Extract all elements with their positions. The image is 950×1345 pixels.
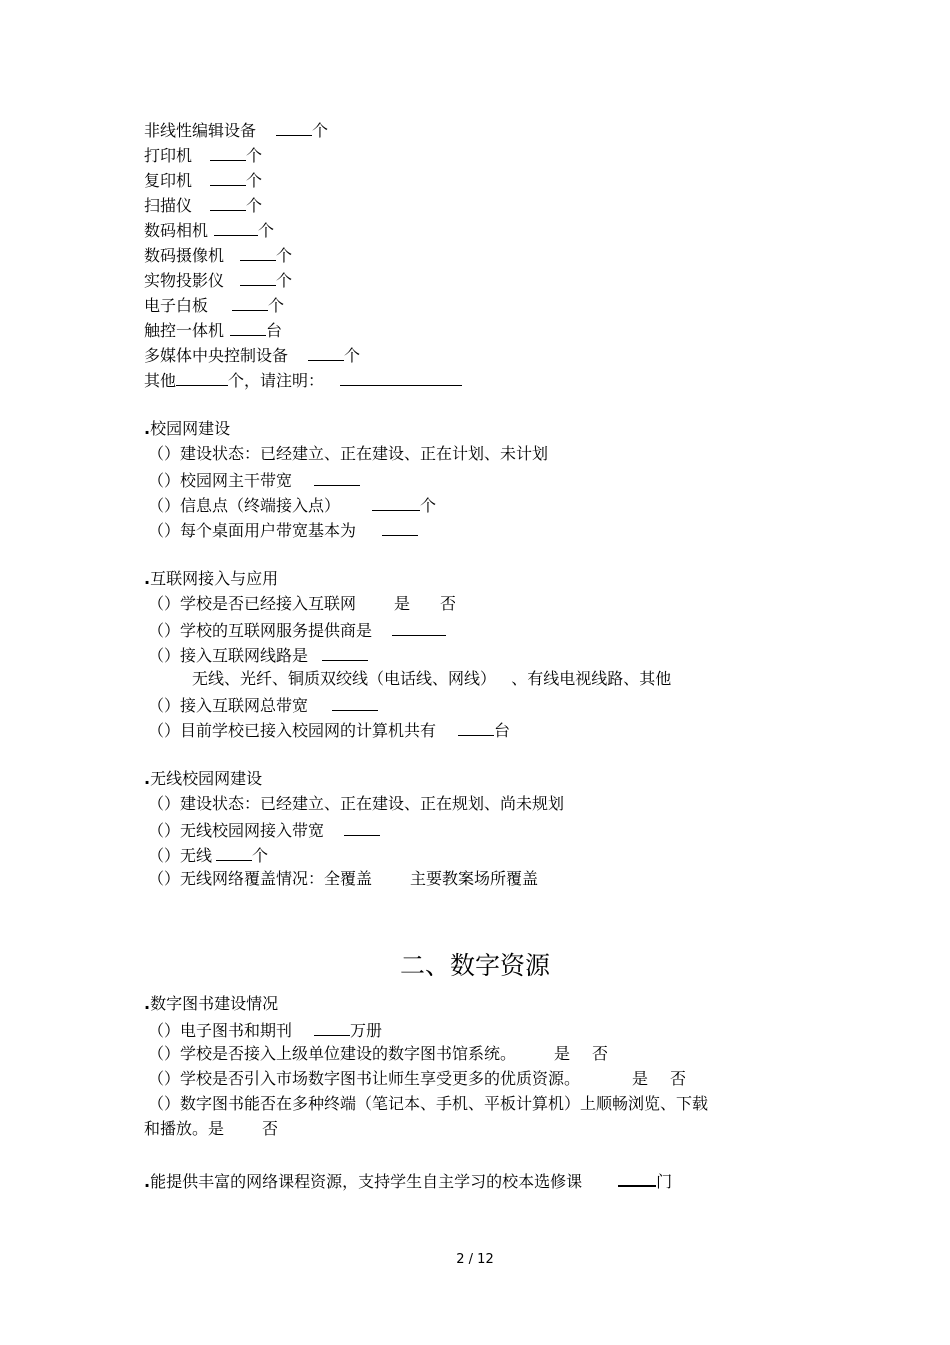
blank-field[interactable]	[232, 294, 268, 311]
no-option[interactable]: 否	[592, 1044, 609, 1063]
question: （）学校是否接入上级单位建设的数字图书馆系统。 是 否	[148, 1044, 609, 1063]
question-continued: 和播放。是 否	[144, 1119, 279, 1138]
equipment-name: 打印机	[144, 146, 193, 165]
blank-field[interactable]	[382, 519, 418, 536]
question: （）电子图书和期刊 万册	[148, 1021, 383, 1040]
note-field[interactable]	[340, 369, 462, 386]
equipment-name: 扫描仪	[144, 196, 193, 215]
equipment-row: 复印机 个	[144, 171, 263, 190]
question: （）学校是否引入市场数字图书让师生享受更多的优质资源。 是 否	[148, 1069, 687, 1088]
section-title: 二、数字资源	[399, 951, 550, 980]
yes-option[interactable]: 是	[554, 1044, 571, 1063]
page-number: 2 / 12	[456, 1252, 494, 1267]
equipment-row: 数码摄像机 个	[144, 246, 293, 265]
question: （）学校是否已经接入互联网 是 否	[148, 594, 457, 613]
question: （）建设状态：已经建立、正在建设、正在规划、尚未规划	[148, 794, 565, 813]
blank-field[interactable]	[372, 494, 420, 511]
blank-field[interactable]	[216, 844, 252, 861]
equipment-row: 电子白板 个	[144, 296, 285, 315]
equipment-name: 电子白板	[144, 296, 209, 315]
equipment-name: 数码相机	[144, 221, 209, 240]
no-option[interactable]: 否	[440, 594, 457, 613]
blank-field[interactable]	[308, 344, 344, 361]
blank-field[interactable]	[322, 644, 368, 661]
equipment-row: 打印机 个	[144, 146, 263, 165]
no-option[interactable]: 否	[670, 1069, 687, 1088]
question: （）每个桌面用户带宽基本为	[148, 519, 418, 541]
question: （）接入互联网线路是	[148, 644, 368, 666]
equipment-row: 扫描仪 个	[144, 196, 263, 215]
section-heading: .互联网接入与应用	[144, 569, 279, 588]
blank-field[interactable]	[314, 1019, 350, 1036]
question: （）数字图书能否在多种终端（笔记本、手机、平板计算机）上顺畅浏览、下载	[148, 1094, 709, 1113]
question: （）无线网络覆盖情况：全覆盖 主要教案场所覆盖	[148, 869, 539, 888]
blank-field[interactable]	[344, 819, 380, 836]
question: （）信息点（终端接入点） 个	[148, 496, 437, 515]
blank-field[interactable]	[240, 244, 276, 261]
equipment-row: 数码相机 个	[144, 221, 275, 240]
question: （）目前学校已接入校园网的计算机共有 台	[148, 721, 511, 740]
equipment-row: 实物投影仪 个	[144, 271, 293, 290]
blank-field[interactable]	[214, 219, 258, 236]
equipment-row: 触控一体机 台	[144, 321, 283, 340]
equipment-name: 非线性编辑设备	[144, 121, 257, 140]
blank-field[interactable]	[332, 694, 378, 711]
line-options: 无线、光纤、铜质双绞线（电话线、网线） 、有线电视线路、其他	[192, 669, 672, 688]
blank-field[interactable]	[314, 469, 360, 486]
section-heading: .无线校园网建设	[144, 769, 263, 788]
blank-field[interactable]	[230, 319, 266, 336]
blank-field[interactable]	[458, 719, 494, 736]
section-heading: .数字图书建设情况	[144, 994, 279, 1013]
blank-field[interactable]	[210, 144, 246, 161]
no-option[interactable]: 否	[262, 1119, 279, 1138]
question: （）无线 个	[148, 846, 269, 865]
blank-field[interactable]	[276, 119, 312, 136]
equipment-name: 数码摄像机	[144, 246, 225, 265]
question: （）无线校园网接入带宽	[148, 819, 380, 841]
other-row: 其他 个，请注明：	[144, 369, 462, 391]
equipment-name: 实物投影仪	[144, 271, 225, 290]
question: （）建设状态：已经建立、正在建设、正在计划、未计划	[148, 444, 549, 463]
blank-field[interactable]	[240, 269, 276, 286]
section-heading: .校园网建设	[144, 419, 231, 438]
equipment-row: 多媒体中央控制设备 个	[144, 346, 361, 365]
courses-question: .能提供丰富的网络课程资源，支持学生自主学习的校本选修课 门	[144, 1169, 672, 1192]
blank-field[interactable]	[210, 194, 246, 211]
question: （）校园网主干带宽	[148, 469, 360, 491]
equipment-row: 非线性编辑设备 个	[144, 121, 329, 140]
blank-field[interactable]	[618, 1169, 656, 1187]
question: （）学校的互联网服务提供商是	[148, 619, 446, 641]
question: （）接入互联网总带宽	[148, 694, 378, 716]
yes-option[interactable]: 是	[632, 1069, 649, 1088]
blank-field[interactable]	[210, 169, 246, 186]
blank-field[interactable]	[392, 619, 446, 636]
blank-field[interactable]	[176, 369, 228, 386]
yes-option[interactable]: 是	[394, 594, 411, 613]
equipment-name: 触控一体机	[144, 321, 225, 340]
equipment-name: 复印机	[144, 171, 193, 190]
equipment-name: 多媒体中央控制设备	[144, 346, 289, 365]
